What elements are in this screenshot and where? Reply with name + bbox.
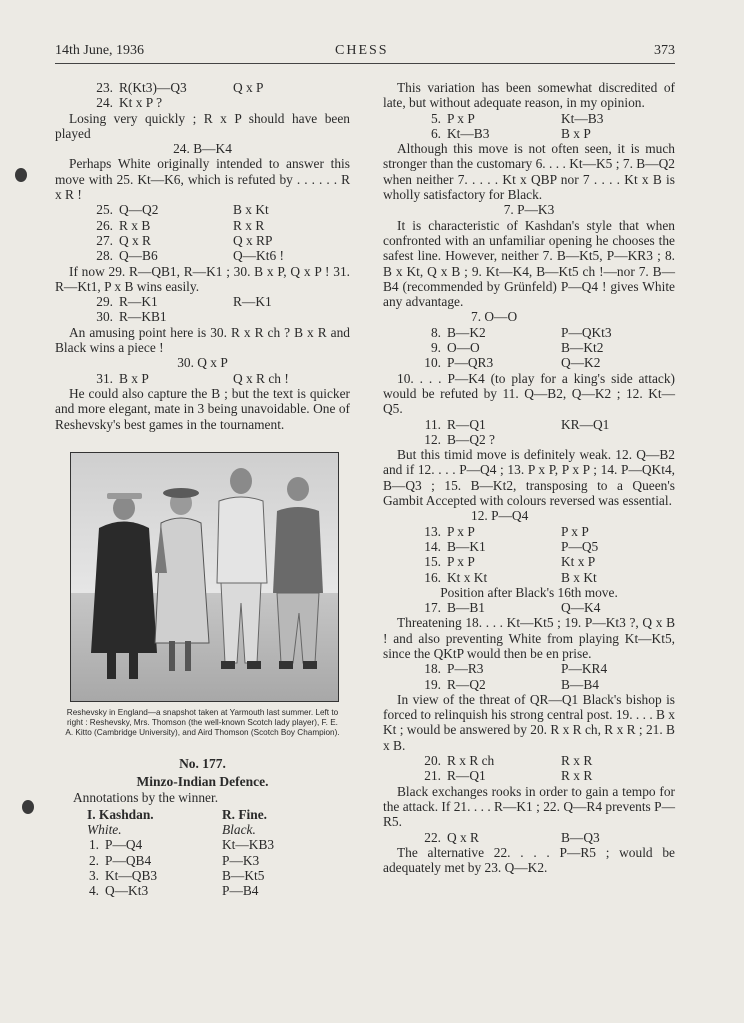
white-move: P x P — [447, 110, 475, 126]
move-line — [383, 325, 675, 340]
black-move: B—Kt2 — [561, 340, 604, 356]
move-line — [383, 432, 675, 447]
black-move: B—Kt5 — [222, 867, 265, 883]
black-move: B—B4 — [561, 676, 599, 692]
black-move: R x R — [561, 753, 593, 769]
annotation-paragraph: Perhaps White originally intended to answer this move with 25. Kt—K6, which is refuted by . . . . . . R x R ! — [55, 156, 350, 203]
move-number: 29. — [96, 294, 113, 310]
white-move: R—KB1 — [119, 309, 167, 325]
move-line — [55, 233, 350, 248]
game-number: No. 177. — [179, 755, 226, 771]
move-line — [383, 355, 675, 370]
right-text-flow — [383, 80, 675, 875]
black-move: P x P — [561, 523, 589, 539]
move-number: 4. — [88, 883, 99, 899]
right-column — [383, 80, 675, 875]
black-move: Q—K2 — [561, 355, 601, 371]
white-move: R—Q2 — [447, 676, 486, 692]
move-number: 22. — [424, 829, 441, 845]
black-move: P—B4 — [222, 883, 259, 899]
binder-hole — [22, 800, 34, 814]
white-move: B—B1 — [447, 600, 485, 616]
black-move: B x P — [561, 125, 591, 141]
black-move: Q—Kt6 ! — [233, 248, 284, 264]
opening-moves — [55, 837, 350, 898]
black-move: Kt—B3 — [561, 110, 604, 126]
white-move: Q—B6 — [119, 248, 158, 264]
move-line — [383, 677, 675, 692]
black-move: P—Q5 — [561, 538, 599, 554]
move-line — [55, 837, 350, 852]
move-line — [55, 80, 350, 95]
white-label: White. — [87, 822, 122, 838]
black-label: Black. — [222, 822, 256, 838]
header-title: CHESS — [335, 43, 389, 58]
white-move: Kt—B3 — [447, 125, 490, 141]
players-row — [55, 807, 350, 822]
annotation-paragraph: This variation has been somewhat discredited of late, but without adequate reason, in my opinion. — [383, 80, 675, 111]
photograph — [70, 452, 339, 702]
photo-caption: Reshevsky in England—a snapshot taken at Yarmouth last summer. Left to right : Reshevsky, Mrs. Thomson (the well-known Scotch lady player), F. E. A. Kitto (Cambridge University), and Aird Thomson (Scotch Boy Champion). — [65, 707, 340, 737]
move-number: 19. — [424, 676, 441, 692]
move-line — [55, 853, 350, 868]
annotation-paragraph: It is characteristic of Kashdan's style that when confronted with an unfamiliar opening he chooses the safest line. However, neither 7. B—Kt5, P—KR3 ; 8. B x Kt, Q x B ; 9. Kt—K4, B—Kt5 ch !—nor 7. B—B4 (recommended by Grünfeld) P—Q4 ! gives White any advantage. — [383, 217, 675, 310]
white-move: P—QB4 — [105, 852, 152, 868]
move-line — [383, 417, 675, 432]
move-number: 9. — [430, 340, 441, 356]
move-line — [383, 539, 675, 554]
move-number: 20. — [424, 753, 441, 769]
move-number: 15. — [424, 554, 441, 570]
opening-name: Minzo-Indian Defence. — [136, 774, 269, 790]
move-line — [383, 600, 675, 615]
left-column — [55, 80, 350, 899]
black-move — [233, 95, 350, 110]
move-number: 18. — [424, 661, 441, 677]
black-move: R—K1 — [233, 294, 272, 310]
move-line — [383, 111, 675, 126]
white-move: Q—Q2 — [119, 202, 159, 218]
left-text-flow — [55, 80, 350, 432]
black-move: P—KR4 — [561, 661, 608, 677]
move-line — [55, 371, 350, 386]
black-player: R. Fine. — [222, 806, 268, 822]
move-line: Position after Black's 16th move. — [440, 584, 618, 600]
white-move: B—Q2 ? — [447, 431, 495, 447]
move-number: 31. — [96, 370, 113, 386]
move-number: 27. — [96, 232, 113, 248]
white-move: B—K1 — [447, 538, 486, 554]
black-move: Q x R ch ! — [233, 370, 289, 386]
move-line — [383, 830, 675, 845]
annotation-paragraph: Threatening 18. . . . Kt—Kt5 ; 19. P—Kt3 ?, Q x B ! and also preventing White from playing Kt—Kt5, since the QKtP would then be en prise. — [383, 615, 675, 661]
move-line — [55, 883, 350, 898]
white-move: B—K2 — [447, 324, 486, 340]
move-line — [55, 248, 350, 263]
white-move: Kt—QB3 — [105, 867, 158, 883]
binder-hole — [15, 168, 27, 182]
move-number: 12. — [424, 431, 441, 447]
black-move: B x Kt — [561, 569, 597, 585]
white-move: P—QR3 — [447, 355, 494, 371]
move-line — [55, 202, 350, 217]
annotation-paragraph: If now 29. R—QB1, R—K1 ; 30. B x P, Q x P ! 31. R—Kt1, P x B wins easily. — [55, 263, 350, 294]
white-move: R x R ch — [447, 753, 495, 769]
move-number: 8. — [430, 324, 441, 340]
move-number: 24. — [96, 95, 113, 111]
black-move: Kt x P — [561, 554, 596, 570]
move-line: 7. O—O — [471, 309, 518, 325]
white-move: Q—Kt3 — [105, 883, 149, 899]
white-move: R—Q1 — [447, 768, 486, 784]
annotation-paragraph: In view of the threat of QR—Q1 Black's bishop is forced to relinquish his strong central post. 19. . . . B x Kt ; would be answered by 20. R x R ch, R x R ; 21. B x B. — [383, 691, 675, 753]
move-line — [383, 768, 675, 783]
black-move: Kt—KB3 — [222, 837, 275, 853]
page-number: 373 — [654, 43, 675, 58]
black-move: KR—Q1 — [561, 416, 610, 432]
black-move: Q x P — [233, 80, 264, 95]
black-move: P—QKt3 — [561, 324, 612, 340]
header-rule — [55, 63, 675, 64]
white-move: Kt x Kt — [447, 569, 488, 585]
annotation-paragraph: 10. . . . P—K4 (to play for a king's side attack) would be refuted by 11. Q—B2, Q—K2 ; 12. Kt—Q5. — [383, 370, 675, 417]
black-move: Q—K4 — [561, 600, 601, 616]
move-number: 5. — [430, 110, 441, 126]
white-move: R—K1 — [119, 294, 158, 310]
running-header — [55, 43, 675, 63]
white-move: O—O — [447, 340, 480, 356]
black-move: P—K3 — [222, 852, 260, 868]
move-line — [383, 661, 675, 676]
annotation-paragraph: Although this move is not often seen, it is much stronger than the customary 6. . . . Kt—K5 ; 7. B—Q2 when neither 7. . . . . Kt x QBP nor 7 . . . . Kt x B is wholly satisfactory for Black. — [383, 141, 675, 203]
annotation-paragraph: Losing very quickly ; R x P should have been played — [55, 110, 350, 141]
white-move: P—Q4 — [105, 837, 143, 853]
move-number: 30. — [96, 309, 113, 325]
move-number: 25. — [96, 202, 113, 218]
white-move: R x B — [119, 217, 151, 233]
annotations-credit: Annotations by the winner. — [73, 790, 219, 806]
move-number: 28. — [96, 248, 113, 264]
white-move: Kt x P ? — [119, 95, 163, 111]
black-move: Q x RP — [233, 232, 273, 248]
white-player: I. Kashdan. — [87, 806, 154, 822]
white-move: P x P — [447, 554, 475, 570]
colours-row — [55, 822, 350, 837]
white-move: Q x R — [447, 829, 479, 845]
annotation-paragraph: An amusing point here is 30. R x R ch ? B x R and Black wins a piece ! — [55, 324, 350, 356]
move-line — [383, 340, 675, 355]
move-line — [55, 294, 350, 309]
move-line — [383, 554, 675, 569]
move-line — [55, 218, 350, 233]
move-line — [383, 753, 675, 768]
annotation-paragraph: Black exchanges rooks in order to gain a tempo for the attack. If 21. . . . R—K1 ; 22. Q—R4 prevents P—R5. — [383, 783, 675, 830]
move-number: 2. — [88, 852, 99, 868]
move-line — [55, 868, 350, 883]
move-line — [55, 95, 350, 110]
move-number: 14. — [424, 538, 441, 554]
black-move: B—Q3 — [561, 829, 600, 845]
move-line: 7. P—K3 — [503, 202, 555, 218]
move-number: 16. — [424, 569, 441, 585]
annotation-paragraph: The alternative 22. . . . P—R5 ; would be adequately met by 23. Q—K2. — [383, 844, 675, 876]
white-move: R(Kt3)—Q3 — [119, 80, 187, 95]
black-move — [233, 309, 350, 324]
annotation-paragraph: But this timid move is definitely weak. 12. Q—B2 and if 12. . . . P—Q4 ; 13. P x P, P x P ; 14. P—QKt4, B—Q3 ; 15. B—Kt2, transposing to a Queen's Gambit Accepted with colours reversed was essential. — [383, 447, 675, 509]
move-number: 17. — [424, 600, 441, 616]
move-number: 6. — [430, 125, 441, 141]
move-line — [383, 570, 675, 585]
annotation-paragraph: He could also capture the B ; but the text is quicker and more elegant, mate in 3 being unavoidable. One of Reshevsky's best games in the tournament. — [55, 385, 350, 432]
move-line: 24. B—K4 — [173, 141, 232, 157]
move-line — [383, 524, 675, 539]
photo-illustration — [71, 453, 338, 701]
black-move — [561, 432, 675, 447]
move-number: 11. — [424, 416, 441, 432]
white-move: B x P — [119, 370, 149, 386]
move-number: 21. — [424, 768, 441, 784]
move-number: 13. — [424, 523, 441, 539]
move-number: 3. — [88, 867, 99, 883]
move-line: 12. P—Q4 — [471, 508, 529, 524]
move-number: 23. — [96, 80, 113, 95]
move-line — [383, 126, 675, 141]
white-move: P—R3 — [447, 661, 484, 677]
move-number: 26. — [96, 217, 113, 233]
white-move: P x P — [447, 523, 475, 539]
move-line: 30. Q x P — [177, 355, 228, 371]
move-number: 1. — [88, 837, 99, 853]
black-move: R x R — [233, 217, 265, 233]
black-move: R x R — [561, 768, 593, 784]
white-move: Q x R — [119, 232, 151, 248]
move-number: 10. — [424, 355, 441, 371]
move-line — [55, 309, 350, 324]
header-date: 14th June, 1936 — [55, 43, 145, 58]
white-move: R—Q1 — [447, 416, 486, 432]
black-move: B x Kt — [233, 202, 269, 218]
